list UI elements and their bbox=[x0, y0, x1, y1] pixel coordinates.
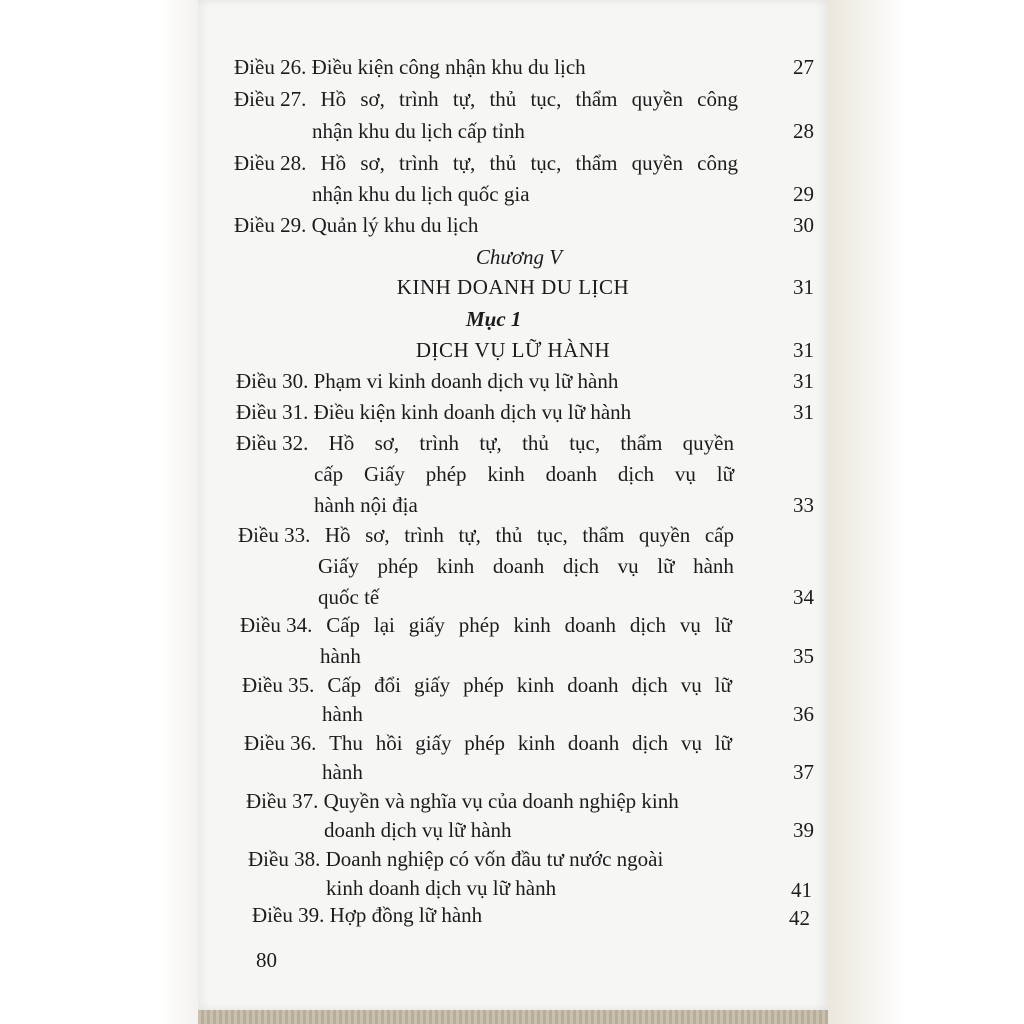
book-page bbox=[198, 0, 828, 1010]
page-ref: 33 bbox=[793, 493, 814, 517]
article-title-cont: hành bbox=[322, 702, 363, 726]
toc-entry-34: Điều 34. Cấp lại giấy phép kinh doanh dịch vụ lữ bbox=[240, 613, 732, 637]
article-label: Điều 35. bbox=[242, 673, 315, 697]
toc-entry-30 bbox=[236, 368, 618, 394]
page-ref: 42 bbox=[789, 906, 810, 930]
article-label: Điều 28. bbox=[234, 151, 307, 175]
article-title-cont: hành bbox=[322, 760, 363, 784]
article-label: Điều 39. bbox=[252, 903, 325, 927]
article-title: Điều kiện công nhận khu du lịch bbox=[311, 55, 586, 79]
article-label: Điều 33. bbox=[238, 523, 311, 547]
toc-entry-36: Điều 36. Thu hồi giấy phép kinh doanh dịch vụ lữ bbox=[244, 731, 732, 755]
toc-entry-37 bbox=[246, 788, 679, 814]
toc-entry-33: Điều 33. Hồ sơ, trình tự, thủ tục, thẩm quyền cấp bbox=[238, 523, 734, 547]
background-left bbox=[0, 0, 200, 1024]
page-number: 80 bbox=[256, 948, 277, 972]
toc-entry-35: Điều 35. Cấp đổi giấy phép kinh doanh dịch vụ lữ bbox=[242, 673, 732, 697]
chapter-title: KINH DOANH DU LỊCH bbox=[396, 275, 630, 299]
article-label: Điều 38. bbox=[248, 847, 321, 871]
article-title-cont: hành nội địa bbox=[314, 493, 418, 517]
page-ref: 30 bbox=[793, 213, 814, 237]
article-title-cont: doanh dịch vụ lữ hành bbox=[324, 818, 512, 842]
article-title-cont: cấp Giấy phép kinh doanh dịch vụ lữ bbox=[314, 462, 734, 486]
toc-entry-32: Điều 32. Hồ sơ, trình tự, thủ tục, thẩm quyền bbox=[236, 431, 734, 455]
chapter-label: Chương V bbox=[475, 245, 563, 269]
article-title: Quyền và nghĩa vụ của doanh nghiệp kinh bbox=[323, 789, 679, 813]
page-ref: 41 bbox=[791, 878, 812, 902]
article-title: Điều kiện kinh doanh dịch vụ lữ hành bbox=[313, 400, 632, 424]
page-ref: 27 bbox=[793, 55, 814, 79]
article-title-cont: kinh doanh dịch vụ lữ hành bbox=[326, 876, 557, 900]
article-label: Điều 37. bbox=[246, 789, 319, 813]
toc-entry-28: Điều 28. Hồ sơ, trình tự, thủ tục, thẩm quyền công bbox=[234, 151, 738, 175]
article-title-cont: nhận khu du lịch quốc gia bbox=[312, 182, 530, 206]
page-ref: 39 bbox=[793, 818, 814, 842]
article-title-cont: Giấy phép kinh doanh dịch vụ lữ hành bbox=[318, 554, 734, 578]
article-title-cont: nhận khu du lịch cấp tỉnh bbox=[312, 119, 525, 143]
article-title-cont: quốc tế bbox=[318, 585, 380, 609]
article-title: Phạm vi kinh doanh dịch vụ lữ hành bbox=[313, 369, 619, 393]
background-right bbox=[826, 0, 1024, 1024]
page-ref: 35 bbox=[793, 644, 814, 668]
article-label: Điều 34. bbox=[240, 613, 313, 637]
toc-entry-27: Điều 27. Hồ sơ, trình tự, thủ tục, thẩm quyền công bbox=[234, 87, 738, 111]
article-title: Quản lý khu du lịch bbox=[311, 213, 479, 237]
toc-entry-39 bbox=[252, 902, 482, 928]
article-title: Doanh nghiệp có vốn đầu tư nước ngoài bbox=[325, 847, 664, 871]
page-edge bbox=[198, 1010, 828, 1024]
article-title: Hợp đồng lữ hành bbox=[329, 903, 483, 927]
toc-entry-29 bbox=[234, 212, 478, 238]
page-ref: 31 bbox=[793, 275, 814, 299]
toc-entry-26 bbox=[234, 54, 586, 80]
page-ref: 31 bbox=[793, 369, 814, 393]
page-ref: 37 bbox=[793, 760, 814, 784]
page-ref: 31 bbox=[793, 338, 814, 362]
article-label: Điều 31. bbox=[236, 400, 309, 424]
article-label: Điều 36. bbox=[244, 731, 317, 755]
page-ref: 34 bbox=[793, 585, 814, 609]
section-label: Mục 1 bbox=[466, 307, 522, 331]
page-ref: 29 bbox=[793, 182, 814, 206]
article-label: Điều 30. bbox=[236, 369, 309, 393]
article-title-cont: hành bbox=[320, 644, 361, 668]
page-ref: 36 bbox=[793, 702, 814, 726]
article-label: Điều 29. bbox=[234, 213, 307, 237]
toc-entry-31 bbox=[236, 399, 631, 425]
article-label: Điều 32. bbox=[236, 431, 309, 455]
page-ref: 28 bbox=[793, 119, 814, 143]
article-label: Điều 27. bbox=[234, 87, 307, 111]
section-title: DỊCH VỤ LỮ HÀNH bbox=[415, 338, 611, 362]
page-ref: 31 bbox=[793, 400, 814, 424]
article-label: Điều 26. bbox=[234, 55, 307, 79]
toc-entry-38 bbox=[248, 846, 663, 872]
